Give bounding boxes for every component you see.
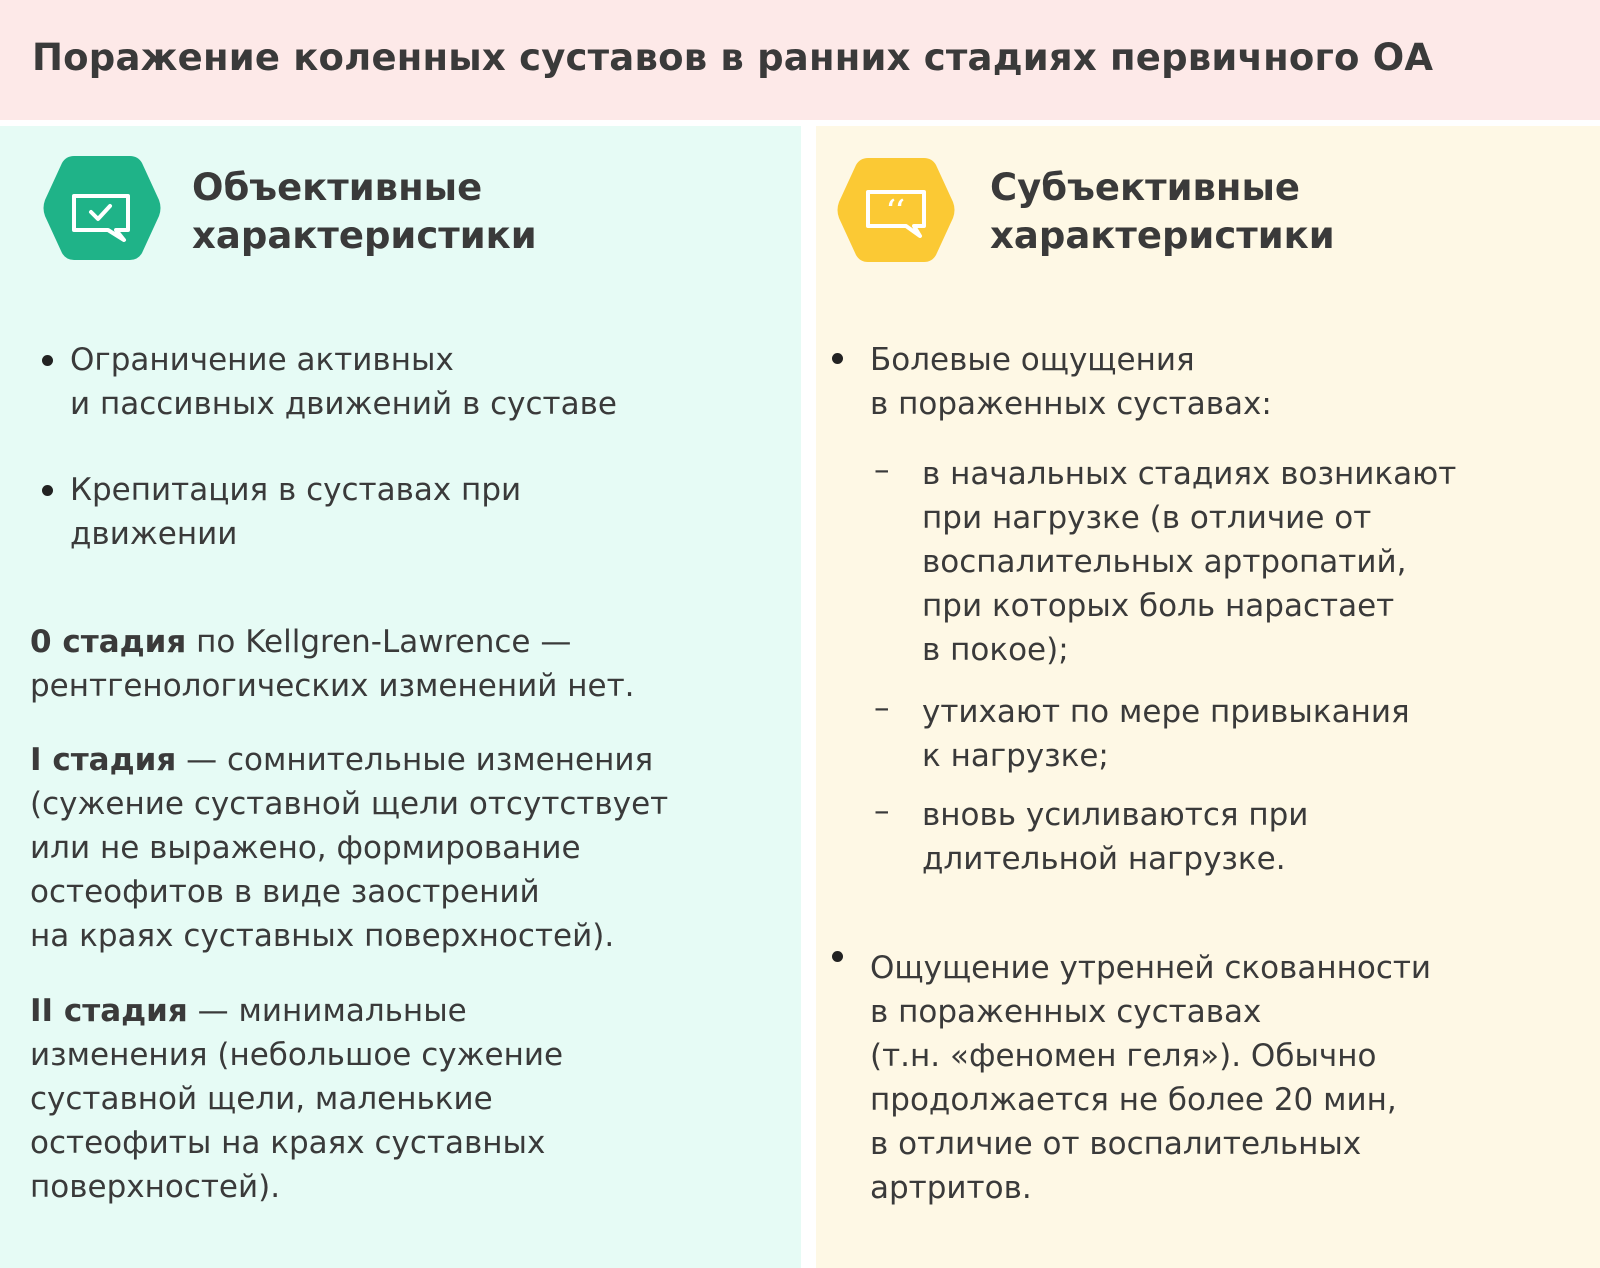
subjective-panel	[816, 126, 1600, 1268]
stage-1-paragraph: I стадия — сомнительные изменения (сужение суставной щели отсутствует или не выражено, формирование остеофитов в виде заострений на краях суставных поверхностей).	[30, 742, 669, 954]
page-title: Поражение коленных суставов в ранних стадиях первичного ОА	[32, 36, 1434, 79]
dash-marker: –	[874, 793, 890, 829]
stage-2-paragraph: II стадия — минимальные изменения (небольшое сужение суставной щели, маленькие остеофиты на краях суставных поверхностей).	[30, 993, 564, 1205]
chat-check-icon	[40, 152, 164, 264]
subjective-title: Субъективные характеристики	[990, 166, 1335, 257]
bullet-dot	[42, 485, 53, 496]
bullet-dot	[832, 353, 843, 364]
subjective-bullet-1: Болевые ощущения в пораженных суставах:	[870, 342, 1272, 422]
objective-bullet-1: Ограничение активных и пассивных движений в суставе	[70, 342, 617, 422]
chat-quote-icon	[834, 154, 958, 266]
stage-0-label: 0 стадия	[30, 624, 187, 660]
subjective-subitem-3: вновь усиливаются при длительной нагрузке.	[922, 797, 1309, 877]
stage-2-label: II стадия	[30, 993, 188, 1029]
dash-marker: –	[874, 452, 890, 488]
svg-text:‘‘: ‘‘	[886, 195, 906, 225]
dash-marker: –	[874, 690, 890, 726]
stage-0-paragraph: 0 стадия по Kellgren-Lawrence — рентгенологических изменений нет.	[30, 624, 635, 704]
subjective-bullet-2: Ощущение утренней скованности в пораженных суставах (т.н. «феномен геля»). Обычно продолжается не более 20 мин, в отличие от воспалительных артритов.	[870, 950, 1432, 1206]
subjective-subitem-2: утихают по мере привыкания к нагрузке;	[922, 694, 1410, 774]
header-banner	[0, 0, 1600, 120]
bullet-dot	[42, 355, 53, 366]
objective-panel	[0, 126, 801, 1268]
objective-bullet-2: Крепитация в суставах при движении	[70, 472, 522, 552]
subjective-subitem-1: в начальных стадиях возникают при нагрузке (в отличие от воспалительных артропатий, при которых боль нарастает в покое);	[922, 456, 1457, 668]
stage-1-label: I стадия	[30, 742, 177, 778]
objective-title: Объективные характеристики	[192, 166, 537, 257]
bullet-dot	[832, 951, 843, 962]
